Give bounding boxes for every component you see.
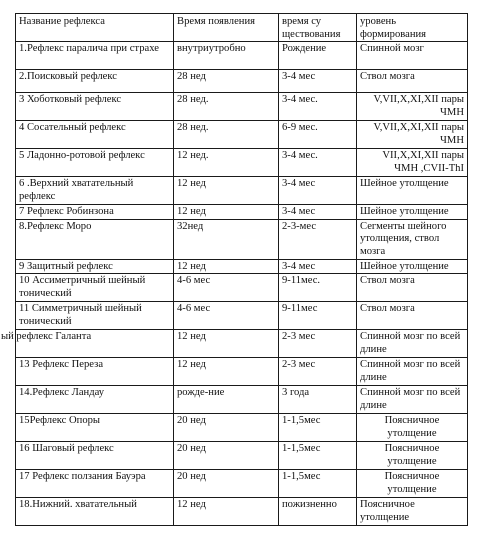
formation-level: Поясничное утолщение	[357, 442, 468, 470]
table-row	[16, 93, 468, 121]
existence-time: 9-11мес	[279, 302, 357, 330]
reflex-name: 15Рефлекс Опоры	[16, 414, 174, 442]
existence-time: 2-3 мес	[279, 330, 357, 358]
appearance-time: рожде-ние	[174, 386, 279, 414]
appearance-time: 12 нед	[174, 259, 279, 274]
table-row	[16, 205, 468, 220]
existence-time: 3-4 мес	[279, 259, 357, 274]
existence-time: 3-4 мес	[279, 70, 357, 93]
existence-time: 3-4 мес	[279, 177, 357, 205]
formation-level: Спинной мозг по всей длине	[357, 330, 468, 358]
appearance-time: 12 нед	[174, 330, 279, 358]
existence-time: 9-11мес.	[279, 274, 357, 302]
table-row	[16, 121, 468, 149]
appearance-time: 32нед	[174, 219, 279, 259]
table-row	[16, 302, 468, 330]
table-row	[16, 442, 468, 470]
formation-level: Поясничное утолщение	[357, 414, 468, 442]
existence-time: 3-4 мес	[279, 205, 357, 220]
table-row	[16, 70, 468, 93]
formation-level: V,VII,X,XI,XII пары ЧМН	[357, 121, 468, 149]
existence-time: Рождение	[279, 42, 357, 70]
header-appearance-time: Время появления	[174, 14, 279, 42]
formation-level: Спинной мозг по всей длине	[357, 386, 468, 414]
table-row	[16, 177, 468, 205]
existence-time: 3-4 мес.	[279, 93, 357, 121]
existence-time: 6-9 мес.	[279, 121, 357, 149]
table-row	[16, 149, 468, 177]
formation-level: Спинной мозг по всей длине	[357, 358, 468, 386]
table-row	[16, 358, 468, 386]
header-formation-level: уровень формирования	[357, 14, 468, 42]
reflex-name: 10 Ассиметричный шейный тонический	[16, 274, 174, 302]
reflex-name: 2.Поисковый рефлекс	[16, 70, 174, 93]
reflex-name: 9 Защитный рефлекс	[16, 259, 174, 274]
table-row	[16, 42, 468, 70]
appearance-time: внутриутробно	[174, 42, 279, 70]
appearance-time: 12 нед	[174, 177, 279, 205]
appearance-time: 20 нед	[174, 442, 279, 470]
table-row	[16, 330, 468, 358]
reflex-name: 6 .Верхний хватательный рефлекс	[16, 177, 174, 205]
appearance-time: 20 нед	[174, 414, 279, 442]
appearance-time: 12 нед	[174, 498, 279, 526]
appearance-time: 4-6 мес	[174, 274, 279, 302]
reflex-name: 8.Рефлекс Моро	[16, 219, 174, 259]
table-row	[16, 498, 468, 526]
appearance-time: 28 нед.	[174, 121, 279, 149]
reflex-table	[1, 13, 468, 526]
existence-time: пожизненно	[279, 498, 357, 526]
header-reflex-name: Название рефлекса	[16, 14, 174, 42]
formation-level: Поясничное утолщение	[357, 470, 468, 498]
header-existence-time: время су ществования	[279, 14, 357, 42]
reflex-name: 14.Рефлекс Ландау	[16, 386, 174, 414]
table-row	[16, 274, 468, 302]
appearance-time: 28 нед.	[174, 93, 279, 121]
formation-level: Ствол мозга	[357, 274, 468, 302]
existence-time: 2-3 мес	[279, 358, 357, 386]
reflex-name: 16 Шаговый рефлекс	[16, 442, 174, 470]
appearance-time: 12 нед	[174, 205, 279, 220]
table-row	[16, 386, 468, 414]
appearance-time: 12 нед	[174, 358, 279, 386]
reflex-name: 18.Нижний. хватательный	[16, 498, 174, 526]
formation-level: Шейное утолщение	[357, 205, 468, 220]
existence-time: 1-1,5мес	[279, 414, 357, 442]
formation-level: Шейное утолщение	[357, 177, 468, 205]
table-row	[16, 470, 468, 498]
reflex-name: 13 Рефлекс Переза	[16, 358, 174, 386]
formation-level: Поясничное утолщение	[357, 498, 468, 526]
existence-time: 1-1,5мес	[279, 470, 357, 498]
reflex-name	[1, 330, 174, 358]
reflex-name-text: ый рефлекс Галанта	[1, 331, 92, 343]
formation-level: Ствол мозга	[357, 302, 468, 330]
existence-time: 1-1,5мес	[279, 442, 357, 470]
table-row	[16, 414, 468, 442]
appearance-time: 20 нед	[174, 470, 279, 498]
reflex-name: 3 Хоботковый рефлекс	[16, 93, 174, 121]
formation-level: V,VII,X,XI,XII пары ЧМН	[357, 93, 468, 121]
formation-level: VII,X,XI,XII пары ЧМН ,CVII-ThI	[357, 149, 468, 177]
existence-time: 3 года	[279, 386, 357, 414]
reflex-name: 1.Рефлекс паралича при страхе	[16, 42, 174, 70]
appearance-time: 12 нед.	[174, 149, 279, 177]
formation-level: Спинной мозг	[357, 42, 468, 70]
reflex-name: 17 Рефлекс ползания Бауэра	[16, 470, 174, 498]
formation-level: Ствол мозга	[357, 70, 468, 93]
appearance-time: 28 нед	[174, 70, 279, 93]
formation-level: Сегменты шейного утолщения, ствол мозга	[357, 219, 468, 259]
reflex-name: 7 Рефлекс Робинзона	[16, 205, 174, 220]
formation-level: Шейное утолщение	[357, 259, 468, 274]
table-row	[16, 259, 468, 274]
reflex-name: 11 Симметричный шейный тонический	[16, 302, 174, 330]
reflex-name: 5 Ладонно-ротовой рефлекс	[16, 149, 174, 177]
appearance-time: 4-6 мес	[174, 302, 279, 330]
table-header-row	[16, 14, 468, 42]
reflex-name: 4 Сосательный рефлекс	[16, 121, 174, 149]
existence-time: 2-3-мес	[279, 219, 357, 259]
table-row	[16, 219, 468, 259]
existence-time: 3-4 мес.	[279, 149, 357, 177]
